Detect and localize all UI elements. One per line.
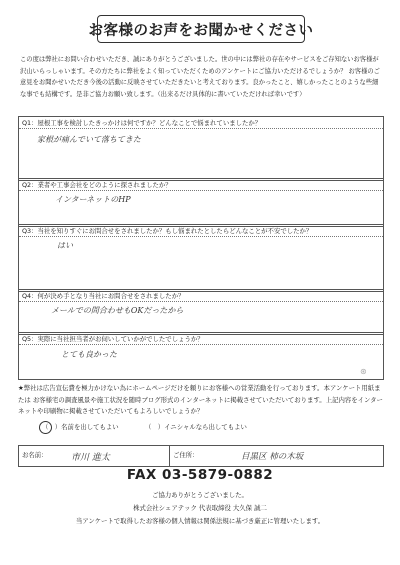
radio-selected-circle-icon [39,421,52,434]
question-label-q1: Q1：屋根工事を検討したきっかけは何ですか？どんなことで悩まれていましたか？ [22,119,262,127]
answer-q3: はい [57,241,73,250]
question-divider [19,128,383,129]
question-divider [19,344,383,345]
question-divider [19,236,383,237]
stamp-icon: ⊛ [360,367,367,376]
page-title: お客様のお声をお聞かせください [97,15,305,43]
answer-q1: 家根が痛んでいて落ちてきた [37,135,141,144]
question-divider [19,190,383,191]
column-divider [169,446,170,466]
radio-option-initial[interactable]: （ ）イニシャルなら出してもよい [145,423,247,431]
customer-info-row [18,445,384,467]
radio-option-name-label: 名前を出してもよい [61,423,119,431]
footer-company: 株式会社シェアテック 代表取締役 大久保 誠二 [133,504,267,512]
answer-q2: インターネットのHP [55,195,131,204]
question-divider [19,301,383,302]
address-label: ご住所： [173,451,199,459]
question-box-q5 [18,332,384,380]
intro-text: この度は弊社にお問い合わせいただき、誠にありがとうございました。世の中には弊社の存在やサービスをご存知ないお客様が沢山いらっしゃいます。その方たちに弊社をよく知っていただくためのアンケートにご協力いただけるでしょうか？ お客様のご意見をお聞かせいただき今後の活動に反映させていただきたいと考えております。良かったこと、嬉しかったことのような些細な事でも結構です。是非ご協力お願い致します。（出来るだけ具体的に書いていただければ幸いです） [20,56,380,98]
publication-note: ★弊社は広告宣伝費を極力かけない為にホームページだけを頼りにお客様への営業活動を行っております。本アンケート用紙または お客様宅の調査風景や施工状況を随時ブログ形式のインターネットに掲載させていただいております。上記内容をインターネットや印刷物に掲載させていただいてもよろしいでしょうか？ [18,384,383,415]
question-box-q4 [18,289,384,335]
footer-thanks: ご協力ありがとうございました。 [152,491,248,499]
question-label-q3: Q3：当社を知りすぐにお問合せをされましたか？もし悩まれたとしたらどんなことが不安でしたか？ [22,227,313,235]
question-box-q1 [18,116,384,181]
question-box-q2 [18,178,384,227]
fax-number: FAX 03-5879-0882 [126,467,274,483]
radio-option-name[interactable]: （ ）名前を出してもよい [42,422,119,431]
answer-q5: とても良かった [61,350,117,359]
address-value: 目黒区 柿の木坂 [241,452,304,462]
name-value: 市川 進太 [71,453,110,463]
question-label-q4: Q4：何が決め手となり当社にお問合せをされましたか？ [22,292,185,300]
question-label-q2: Q2：業者や工事会社をどのように探されましたか？ [22,181,172,189]
question-box-q3 [18,224,384,292]
question-label-q5: Q5：実際に当社担当者がお伺いしていかがでしたでしょうか？ [22,335,204,343]
radio-option-initial-label: イニシャルなら出してもよい [164,423,247,431]
answer-q4: メールでの問合わせもOKだったから [51,306,184,315]
name-label: お名前： [22,451,48,459]
footer-privacy: 当アンケートで取得したお客様の個人情報は関係法規に基づき厳正に管理いたします。 [75,517,325,525]
